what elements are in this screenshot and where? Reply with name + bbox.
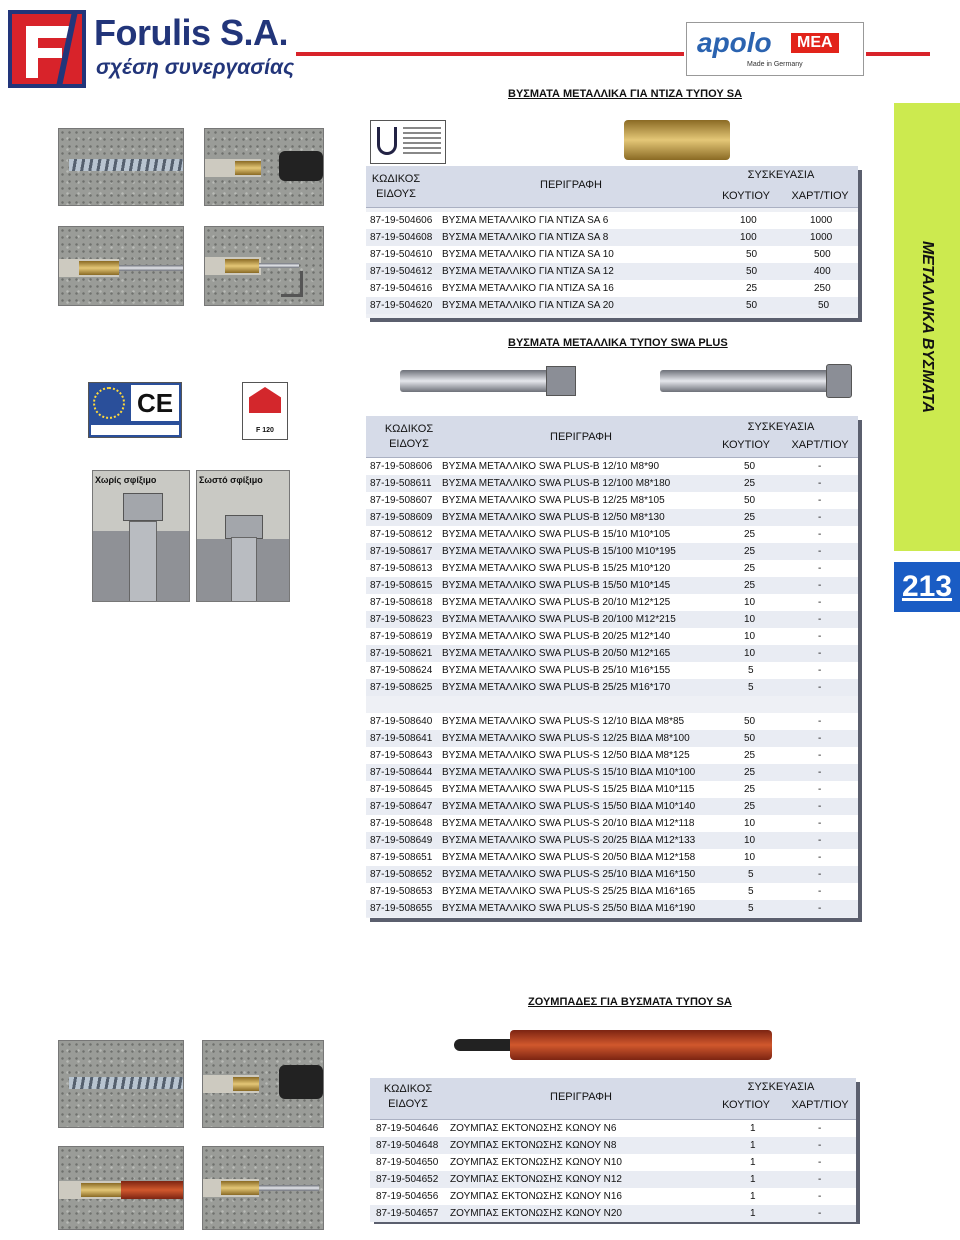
table-row: 87-19-508640 ΒΥΣΜΑ ΜΕΤΑΛΛΙΚΟ SWA PLUS-S 12/10 ΒΙΔΑ M8*85 50 - (366, 713, 858, 730)
correct-tightening-diagram (196, 470, 290, 602)
table-row: 87-19-504652 ΖΟΥΜΠΑΣ ΕΚΤΟΝΩΣΗΣ ΚΩΝΟΥ N12 1 - (370, 1171, 856, 1188)
partner-logo-text: apolo (697, 27, 772, 58)
table-row: 87-19-508606 ΒΥΣΜΑ ΜΕΤΑΛΛΙΚΟ SWA PLUS-B 12/10 M8*90 50 - (366, 458, 858, 475)
swa-plus-s-product-image (660, 370, 840, 392)
table-row: 87-19-508652 ΒΥΣΜΑ ΜΕΤΑΛΛΙΚΟ SWA PLUS-S 25/10 ΒΙΔΑ M16*150 5 - (366, 866, 858, 883)
table-row: 87-19-508617 ΒΥΣΜΑ ΜΕΤΑΛΛΙΚΟ SWA PLUS-B 15/100 M10*195 25 - (366, 543, 858, 560)
table-row: 87-19-504610 ΒΥΣΜΑ ΜΕΤΑΛΛΙΚΟ ΓΙΑ ΝΤΙΖΑ SA 10 50 500 (366, 246, 858, 263)
table-row: 87-19-508647 ΒΥΣΜΑ ΜΕΤΑΛΛΙΚΟ SWA PLUS-S 15/50 ΒΙΔΑ M10*140 25 - (366, 798, 858, 815)
section-title-swa: ΒΥΣΜΑΤΑ ΜΕΤΑΛΛΙΚΑ ΤΥΠΟΥ SWA PLUS (508, 337, 728, 349)
table-row: 87-19-508607 ΒΥΣΜΑ ΜΕΤΑΛΛΙΚΟ SWA PLUS-B 12/25 M8*105 50 - (366, 492, 858, 509)
tools-table (370, 1078, 856, 1220)
eu-stars-icon (93, 387, 125, 419)
table-row: 87-19-504657 ΖΟΥΜΠΑΣ ΕΚΤΟΝΩΣΗΣ ΚΩΝΟΥ N20 1 - (370, 1205, 856, 1222)
sa-anchor-product-image (624, 120, 730, 160)
table-row: 87-19-508641 ΒΥΣΜΑ ΜΕΤΑΛΛΙΚΟ SWA PLUS-S 12/25 ΒΙΔΑ M8*100 50 - (366, 730, 858, 747)
table-row: 87-19-504608 ΒΥΣΜΑ ΜΕΤΑΛΛΙΚΟ ΓΙΑ ΝΤΙΖΑ SA 8 100 1000 (366, 229, 858, 246)
brand-subtitle: σχέση συνεργασίας (96, 56, 295, 79)
section-title-sa: ΒΥΣΜΑΤΑ ΜΕΤΑΛΛΙΚΑ ΓΙΑ ΝΤΙΖΑ ΤΥΠΟΥ SA (508, 88, 743, 100)
tool-step-set-photo (58, 1146, 184, 1230)
table-row: 87-19-504650 ΖΟΥΜΠΑΣ ΕΚΤΟΝΩΣΗΣ ΚΩΝΟΥ N10 1 - (370, 1154, 856, 1171)
col-carton: ΧΑΡΤ/ΤΙΟΥ (791, 1099, 849, 1111)
section-title-tools: ΖΟΥΜΠΑΔΕΣ ΓΙΑ ΒΥΣΜΑΤΑ ΤΥΠΟΥ SA (528, 996, 732, 1008)
table-row: 87-19-504656 ΖΟΥΜΠΑΣ ΕΚΤΟΝΩΣΗΣ ΚΩΝΟΥ N16 1 - (370, 1188, 856, 1205)
swa-table-header (366, 416, 858, 458)
swa-hex-nut-icon (546, 366, 576, 396)
table-row: 87-19-508612 ΒΥΣΜΑ ΜΕΤΑΛΛΙΚΟ SWA PLUS-B 15/10 M10*105 25 - (366, 526, 858, 543)
col-description: ΠΕΡΙΓΡΑΦΗ (540, 179, 602, 191)
table-row: 87-19-504648 ΖΟΥΜΠΑΣ ΕΚΤΟΝΩΣΗΣ ΚΩΝΟΥ N8 1 - (370, 1137, 856, 1154)
table-row: 87-19-508615 ΒΥΣΜΑ ΜΕΤΑΛΛΙΚΟ SWA PLUS-B 15/50 M10*145 25 - (366, 577, 858, 594)
fire-rating-badge (242, 382, 288, 440)
no-tightening-caption: Χωρίς σφίξιμο (95, 475, 157, 485)
table-row: 87-19-508648 ΒΥΣΜΑ ΜΕΤΑΛΛΙΚΟ SWA PLUS-S 20/10 ΒΙΔΑ M12*118 10 - (366, 815, 858, 832)
table-row: 87-19-504620 ΒΥΣΜΑ ΜΕΤΑΛΛΙΚΟ ΓΙΑ ΝΤΙΖΑ SA 20 50 50 (366, 297, 858, 314)
table-row: 87-19-508623 ΒΥΣΜΑ ΜΕΤΑΛΛΙΚΟ SWA PLUS-B 20/100 M12*215 10 - (366, 611, 858, 628)
table-row: 87-19-508618 ΒΥΣΜΑ ΜΕΤΑΛΛΙΚΟ SWA PLUS-B 20/10 M12*125 10 - (366, 594, 858, 611)
category-side-tab (894, 103, 960, 551)
tool-step-insert-photo (202, 1040, 324, 1128)
tool-step-drill-photo (58, 1040, 184, 1128)
swa-table (366, 416, 858, 918)
col-packaging: ΣΥΣΚΕΥΑΣΙΑ (747, 1081, 815, 1093)
forulis-logo (8, 8, 298, 90)
table-row: 87-19-508609 ΒΥΣΜΑ ΜΕΤΑΛΛΙΚΟ SWA PLUS-B 12/50 M8*130 25 - (366, 509, 858, 526)
swa-bolt-head-icon (826, 364, 852, 398)
sa-step-drill-photo (58, 128, 184, 206)
table-row: 87-19-508624 ΒΥΣΜΑ ΜΕΤΑΛΛΙΚΟ SWA PLUS-B 25/10 M16*155 5 - (366, 662, 858, 679)
swa-b-table-body (366, 458, 858, 696)
table-row: 87-19-508653 ΒΥΣΜΑ ΜΕΤΑΛΛΙΚΟ SWA PLUS-S 25/25 ΒΙΔΑ M16*165 5 - (366, 883, 858, 900)
col-box: ΚΟΥΤΙΟΥ (722, 190, 770, 202)
col-packaging: ΣΥΣΚΕΥΑΣΙΑ (747, 421, 815, 433)
fire-rating-label: F 120 (256, 427, 274, 434)
table-row: 87-19-508645 ΒΥΣΜΑ ΜΕΤΑΛΛΙΚΟ SWA PLUS-S 15/25 ΒΙΔΑ M10*115 25 - (366, 781, 858, 798)
col-carton: ΧΑΡΤ/ΤΙΟΥ (791, 190, 849, 202)
sa-approval-mark (370, 120, 446, 164)
table-spacer (366, 696, 858, 713)
col-packaging: ΣΥΣΚΕΥΑΣΙΑ (747, 169, 815, 181)
col-code: ΚΩΔΙΚΟΣ ΕΙΔΟΥΣ (371, 173, 421, 200)
tool-step-finished-photo (202, 1146, 324, 1230)
apolo-mea-logo (686, 22, 864, 76)
table-row: 87-19-508625 ΒΥΣΜΑ ΜΕΤΑΛΛΙΚΟ SWA PLUS-B 25/25 M16*170 5 - (366, 679, 858, 696)
ce-certificate-badge (88, 382, 182, 438)
sa-step-hook-photo (204, 226, 324, 306)
table-row: 87-19-508655 ΒΥΣΜΑ ΜΕΤΑΛΛΙΚΟ SWA PLUS-S 25/50 ΒΙΔΑ M16*190 5 - (366, 900, 858, 917)
tools-table-header (370, 1078, 856, 1120)
table-row: 87-19-508619 ΒΥΣΜΑ ΜΕΤΑΛΛΙΚΟ SWA PLUS-B 20/25 M12*140 10 - (366, 628, 858, 645)
partner-badge: MEA (791, 33, 839, 53)
correct-tightening-caption: Σωστό σφίξιμο (199, 475, 263, 485)
table-row: 87-19-504616 ΒΥΣΜΑ ΜΕΤΑΛΛΙΚΟ ΓΙΑ ΝΤΙΖΑ SA 16 25 250 (366, 280, 858, 297)
col-box: ΚΟΥΤΙΟΥ (722, 1099, 770, 1111)
partner-tagline: Made in Germany (747, 61, 803, 68)
table-row: 87-19-508643 ΒΥΣΜΑ ΜΕΤΑΛΛΙΚΟ SWA PLUS-S 12/50 ΒΙΔΑ M8*125 25 - (366, 747, 858, 764)
table-row: 87-19-504646 ΖΟΥΜΠΑΣ ΕΚΤΟΝΩΣΗΣ ΚΩΝΟΥ N6 1 - (370, 1120, 856, 1137)
col-box: ΚΟΥΤΙΟΥ (722, 439, 770, 451)
forulis-f-mark-icon (8, 10, 86, 88)
header-rule-right (866, 52, 930, 56)
col-description: ΠΕΡΙΓΡΑΦΗ (550, 1091, 612, 1103)
setting-tool-product-image (450, 1022, 772, 1068)
tools-table-body (370, 1120, 856, 1222)
sa-table-body (366, 212, 858, 314)
sa-table (366, 166, 858, 318)
category-label: ΜΕΤΑΛΛΙΚΑ ΒΥΣΜΑΤΑ (919, 240, 936, 414)
col-code: ΚΩΔΙΚΟΣ ΕΙΔΟΥΣ (384, 423, 434, 450)
col-code: ΚΩΔΙΚΟΣ ΕΙΔΟΥΣ (383, 1083, 433, 1110)
swa-s-table-body (366, 713, 858, 917)
col-carton: ΧΑΡΤ/ΤΙΟΥ (791, 439, 849, 451)
header-rule (296, 52, 684, 56)
table-row: 87-19-504612 ΒΥΣΜΑ ΜΕΤΑΛΛΙΚΟ ΓΙΑ ΝΤΙΖΑ SA 12 50 400 (366, 263, 858, 280)
table-row: 87-19-504606 ΒΥΣΜΑ ΜΕΤΑΛΛΙΚΟ ΓΙΑ ΝΤΙΖΑ SA 6 100 1000 (366, 212, 858, 229)
table-row: 87-19-508644 ΒΥΣΜΑ ΜΕΤΑΛΛΙΚΟ SWA PLUS-S 15/10 ΒΙΔΑ M10*100 25 - (366, 764, 858, 781)
page-number: 213 (894, 562, 960, 612)
table-row: 87-19-508621 ΒΥΣΜΑ ΜΕΤΑΛΛΙΚΟ SWA PLUS-B 20/50 M12*165 10 - (366, 645, 858, 662)
col-description: ΠΕΡΙΓΡΑΦΗ (550, 431, 612, 443)
ce-mark-icon: CE (131, 385, 179, 421)
sa-step-insert-photo (204, 128, 324, 206)
table-row: 87-19-508611 ΒΥΣΜΑ ΜΕΤΑΛΛΙΚΟ SWA PLUS-B 12/100 M8*180 25 - (366, 475, 858, 492)
brand-name: Forulis S.A. (94, 12, 289, 53)
sa-step-set-photo (58, 226, 184, 306)
fire-icon (249, 387, 281, 413)
sa-table-header (366, 166, 858, 208)
no-tightening-diagram (92, 470, 190, 602)
table-row: 87-19-508613 ΒΥΣΜΑ ΜΕΤΑΛΛΙΚΟ SWA PLUS-B 15/25 M10*120 25 - (366, 560, 858, 577)
table-row: 87-19-508649 ΒΥΣΜΑ ΜΕΤΑΛΛΙΚΟ SWA PLUS-S 20/25 ΒΙΔΑ M12*133 10 - (366, 832, 858, 849)
table-row: 87-19-508651 ΒΥΣΜΑ ΜΕΤΑΛΛΙΚΟ SWA PLUS-S 20/50 ΒΙΔΑ M12*158 10 - (366, 849, 858, 866)
